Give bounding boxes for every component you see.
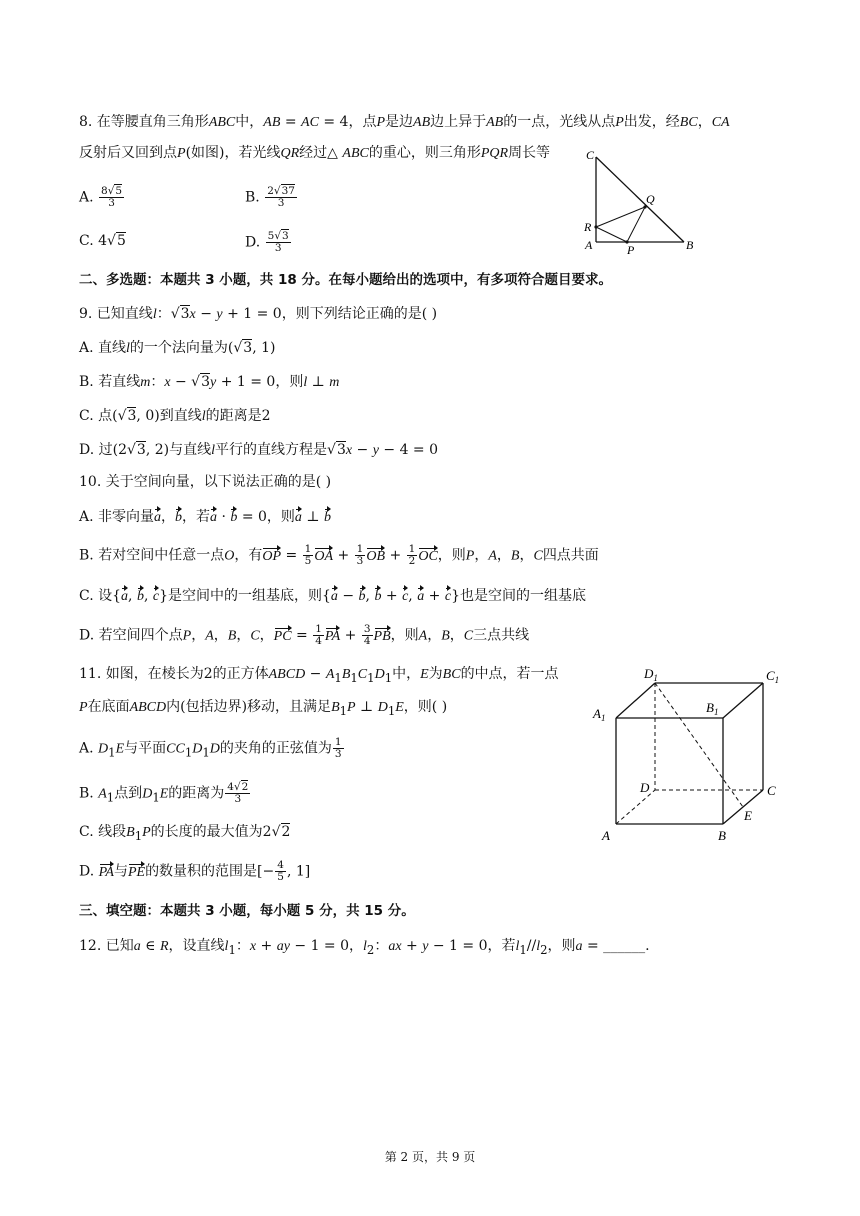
q11-label-e: E [744, 808, 752, 823]
q10-option-a: A. 非零向量a，b，若a · b = 0，则a ⊥ b [79, 507, 331, 528]
q11-option-b: B. $A_1$点到$D_1E$的距离为 $\frac{4√2}{3}$ [79, 781, 249, 805]
section-2-heading: 二、多选题：本题共 3 小题，共 18 分。在每小题给出的选项中，有多项符合题目要求。 [79, 272, 612, 288]
q10-stem: 10. 关于空间向量，以下说法正确的是( ) [79, 474, 332, 490]
q8-option-b: B. $\frac{2√37}{3}$ [245, 185, 295, 209]
q11-cube-figure [588, 662, 788, 848]
q9-option-a: A. 直线l的一个法向量为(√3, 1) [79, 340, 276, 356]
q8-label-q: Q [646, 192, 655, 206]
q8-option-a: A. $\frac{8√5}{3}$ [79, 185, 123, 209]
q8-label-c: C [586, 148, 595, 162]
q11-label-a1: $A_1$ [593, 706, 606, 723]
q8-stem-line2: 反射后又回到点P(如图)，若光线QR经过△ ABC的重心，则三角形PQR周长等 [79, 145, 551, 161]
section-3-heading: 三、填空题：本题共 3 小题，每小题 5 分，共 15 分。 [79, 903, 415, 919]
q9-option-d: D. 过(2√3, 2)与直线l平行的直线方程是√3x − y − 4 = 0 [79, 442, 439, 458]
q11-label-b: B [718, 828, 726, 843]
q8-label-b: B [686, 238, 694, 252]
q11-option-a: A. $D_1E$与平面$CC_1D_1D$的夹角的正弦值为 $\frac{1}{3}$ [79, 736, 342, 760]
q9-option-b: B. 若直线m：x − √3y + 1 = 0，则l ⊥ m [79, 374, 340, 390]
q11-label-c1: $C_1$ [766, 668, 780, 685]
q9-option-c: C. 点(√3, 0)到直线l的距离是2 [79, 408, 271, 424]
q11-label-c: C [767, 783, 776, 798]
q11-option-d: D. PA与PE的数量积的范围是[− $\frac{4}{5}$ , 1] [79, 859, 311, 883]
q11-label-d: D [640, 780, 650, 795]
q8-label-r: R [584, 220, 592, 234]
q11-stem-line2: P在底面ABCD内(包括边界)移动，且满足$B_1P$ ⊥ $D_1E$，则( ) [79, 699, 448, 718]
q10-option-d: D. 若空间四个点P，A，B，C，PC = $\frac{1}{4}$ PA + $\frac{3}{4}$ PB，则A，B，C三点共线 [79, 623, 530, 647]
q8-triangle-figure [580, 145, 700, 257]
q11-label-a: A [602, 828, 610, 843]
q8-stem-line1: 8. 在等腰直角三角形ABC中，AB = AC = 4，点P是边AB边上异于AB的一点，光线从点P出发，经BC，CA [79, 114, 730, 130]
q8-label-a: A [585, 238, 593, 252]
q8-label-p: P [627, 243, 635, 257]
q8-option-c: C. 4√5 [79, 233, 126, 249]
q11-label-d1: $D_1$ [644, 666, 658, 683]
q12-stem: 12. 已知a ∈ R，设直线$l_1$：x + ay − 1 = 0，$l_2$：ax + y − 1 = 0，若$l_1//l_2$，则a = ______. [79, 938, 650, 957]
q11-label-b1: $B_1$ [706, 700, 719, 717]
q11-stem-line1: 11. 如图，在棱长为2的正方体ABCD − $A_1B_1C_1D_1$中，E为BC的中点，若一点 [79, 666, 559, 685]
q11-option-c: C. 线段$B_1P$的长度的最大值为2√2 [79, 824, 291, 843]
q10-option-c: C. 设{a, b, c}是空间中的一组基底，则{a − b, b + c, a + c}也是空间的一组基底 [79, 586, 586, 607]
q8-option-d: D. $\frac{5√3}{3}$ [245, 230, 289, 254]
page-footer: 第 2 页，共 9 页 [384, 1150, 476, 1164]
q9-stem: 9. 已知直线l：√3x − y + 1 = 0，则下列结论正确的是( ) [79, 306, 438, 322]
q10-option-b: B. 若对空间中任意一点O，有OP = $\frac{1}{5}$ OA + $\frac{1}{3}$ OB + $\frac{1}{2}$ OC，则P，A，B，C四点共面 [79, 543, 599, 567]
